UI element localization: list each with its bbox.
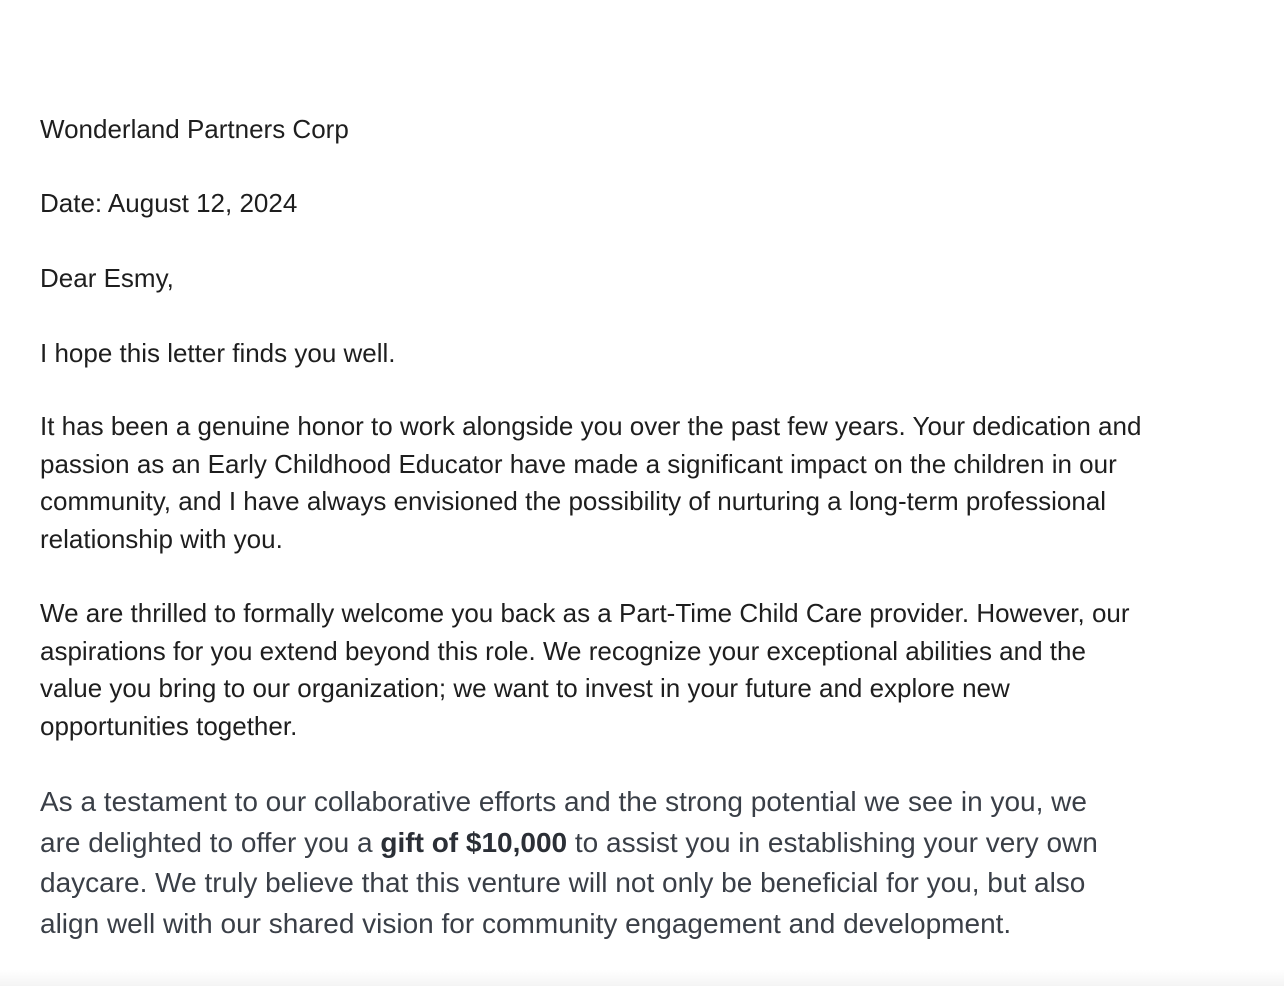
- paragraph-1-line: passion as an Early Childhood Educator have made a significant impact on the children in our: [40, 448, 1117, 479]
- paragraph-2-line: aspirations for you extend beyond this role. We recognize your exceptional abilities and the: [40, 635, 1086, 666]
- paragraph-3-line: [40, 823, 1250, 864]
- letter-date: Date: August 12, 2024: [40, 188, 298, 218]
- paragraph-3-line: daycare. We truly believe that this venture will not only be beneficial for you, but also: [40, 867, 1086, 898]
- paragraph-1-line: relationship with you.: [40, 523, 283, 554]
- company-name: Wonderland Partners Corp: [40, 114, 349, 144]
- paragraph-2: [40, 595, 1250, 745]
- paragraph-1-line: community, and I have always envisioned the possibility of nurturing a long-term professional: [40, 486, 1107, 516]
- paragraph-3-line: align well with our shared vision for community engagement and development.: [40, 907, 1012, 939]
- salutation: Dear Esmy,: [40, 263, 174, 293]
- paragraph-1-line: It has been a genuine honor to work alongside you over the past few years. Your dedication and: [40, 411, 1142, 441]
- paragraph-1: [40, 408, 1250, 558]
- page-bottom-edge: [0, 970, 1284, 986]
- paragraph-3-text: are delighted to offer you a: [40, 826, 381, 858]
- paragraph-3-line: As a testament to our collaborative efforts and the strong potential we see in you, we: [40, 786, 1087, 817]
- paragraph-2-line: We are thrilled to formally welcome you back as a Part-Time Child Care provider. However, our: [40, 598, 1130, 628]
- opening-line: I hope this letter finds you well.: [40, 338, 396, 368]
- paragraph-3: [40, 782, 1250, 944]
- paragraph-2-line: opportunities together.: [40, 710, 298, 741]
- gift-amount: gift of $10,000: [380, 826, 568, 858]
- paragraph-3-text: to assist you in establishing your very own: [567, 826, 1098, 858]
- paragraph-2-line: value you bring to our organization; we want to invest in your future and explore new: [40, 673, 1010, 703]
